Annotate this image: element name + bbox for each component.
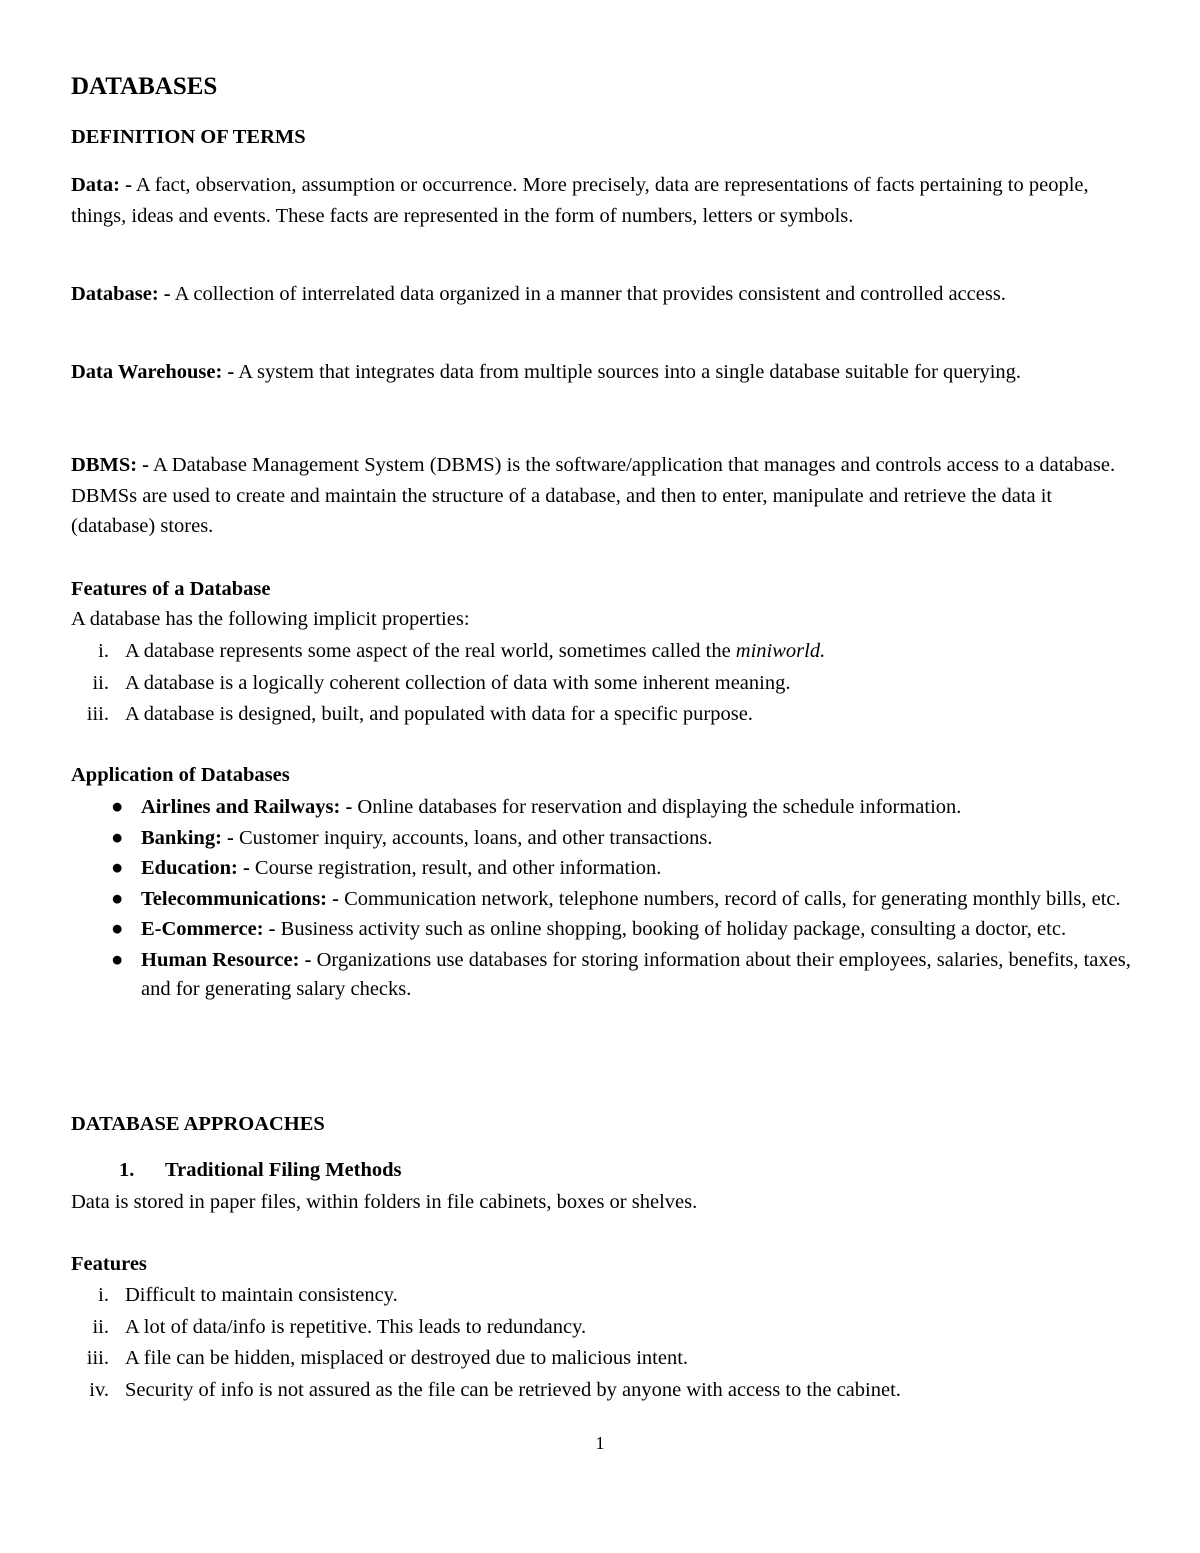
- approach-features-list: [71, 1280, 1131, 1406]
- definition-text: A system that integrates data from multiple sources into a single database suitable for querying.: [234, 361, 1022, 383]
- approach-number: 1.: [119, 1159, 135, 1181]
- list-item: [71, 1375, 1131, 1407]
- list-item: [71, 636, 1131, 668]
- definition-text: A fact, observation, assumption or occurrence. More precisely, data are representations of facts pertaining to people, things, ideas and events. These facts are represented in the form of numbers, letters or symbols.: [71, 174, 1089, 227]
- list-text: A database is a logically coherent collection of data with some inherent meaning.: [125, 671, 791, 694]
- list-number: i.: [98, 1284, 109, 1306]
- list-item: [71, 915, 1141, 945]
- list-text: A database represents some aspect of the real world, sometimes called the: [125, 640, 736, 662]
- list-number: iii.: [86, 1347, 109, 1369]
- list-text: A lot of data/info is repetitive. This leads to redundancy.: [125, 1315, 587, 1338]
- application-text: Business activity such as online shopping, booking of holiday package, consulting a doctor, etc.: [275, 918, 1067, 940]
- definition-text: A Database Management System (DBMS) is the software/application that manages and controls access to a database. DBMSs are used to create and maintain the structure of a database, and then to enter, manipulate and retrieve the data it (database) stores.: [71, 454, 1116, 537]
- approach-title: Traditional Filing Methods: [165, 1159, 402, 1181]
- bullet-icon: ●: [111, 826, 124, 849]
- approach-subheading: [71, 1155, 402, 1185]
- application-text: Organizations use databases for storing information about their employees, salaries, benefits, taxes, and for generating salary checks.: [141, 948, 1131, 1000]
- list-item: [71, 1312, 1131, 1344]
- list-item: [71, 1280, 1131, 1312]
- applications-heading: Application of Databases: [71, 764, 290, 786]
- definition-data-warehouse: [71, 357, 1131, 388]
- bullet-icon: ●: [111, 948, 124, 971]
- application-term: Airlines and Railways: -: [141, 796, 353, 818]
- features-db-heading: Features of a Database: [71, 578, 271, 600]
- bullet-icon: ●: [111, 857, 124, 879]
- approaches-heading: DATABASE APPROACHES: [71, 1113, 325, 1135]
- bullet-icon: ●: [111, 887, 124, 910]
- list-number: ii.: [92, 1315, 109, 1338]
- definitions-heading: DEFINITION OF TERMS: [71, 126, 306, 148]
- application-term: Human Resource: -: [141, 948, 312, 971]
- application-text: Online databases for reservation and displaying the schedule information.: [352, 796, 962, 818]
- list-number: iii.: [86, 703, 109, 725]
- page-title: DATABASES: [71, 73, 218, 100]
- application-text: Customer inquiry, accounts, loans, and other transactions.: [233, 826, 713, 849]
- list-item: [71, 946, 1141, 1005]
- application-text: Course registration, result, and other information.: [249, 857, 662, 879]
- definition-term: DBMS: -: [71, 454, 150, 476]
- list-item: [71, 793, 1141, 823]
- list-text: Difficult to maintain consistency.: [125, 1284, 398, 1306]
- application-term: Telecommunications: -: [141, 887, 339, 910]
- application-term: E-Commerce: -: [141, 918, 276, 940]
- list-text: Security of info is not assured as the file can be retrieved by anyone with access to the cabinet.: [125, 1378, 901, 1401]
- definition-dbms: [71, 450, 1131, 542]
- list-item: [71, 854, 1141, 884]
- bullet-icon: ●: [111, 796, 124, 818]
- list-number: iv.: [89, 1378, 109, 1401]
- list-item: [71, 699, 1131, 731]
- application-term: Education: -: [141, 857, 250, 879]
- definition-text: A collection of interrelated data organized in a manner that provides consistent and controlled access.: [170, 283, 1006, 305]
- list-item: [71, 885, 1141, 915]
- page-number: 1: [595, 1433, 605, 1453]
- definition-data: [71, 170, 1131, 231]
- list-item: [71, 1343, 1131, 1375]
- definition-term: Data: -: [71, 174, 132, 196]
- features-db-list: [71, 636, 1131, 731]
- list-emphasis: miniworld.: [735, 640, 826, 662]
- definition-database: [71, 279, 1131, 310]
- list-text: A database is designed, built, and populated with data for a specific purpose.: [125, 703, 753, 725]
- definition-term: Data Warehouse: -: [71, 361, 235, 383]
- list-number: ii.: [92, 671, 109, 694]
- application-term: Banking: -: [141, 826, 234, 849]
- approach-features-heading: Features: [71, 1253, 147, 1275]
- features-db-intro: A database has the following implicit properties:: [71, 608, 470, 630]
- applications-list: [71, 793, 1141, 1006]
- bullet-icon: ●: [111, 918, 124, 940]
- approach-text: Data is stored in paper files, within folders in file cabinets, boxes or shelves.: [71, 1191, 698, 1213]
- definition-term: Database: -: [71, 283, 171, 305]
- application-text: Communication network, telephone numbers, record of calls, for generating monthly bills, etc.: [338, 887, 1121, 910]
- list-text: A file can be hidden, misplaced or destroyed due to malicious intent.: [125, 1347, 689, 1369]
- list-number: i.: [98, 640, 109, 662]
- list-item: [71, 668, 1131, 700]
- list-item: [71, 824, 1141, 854]
